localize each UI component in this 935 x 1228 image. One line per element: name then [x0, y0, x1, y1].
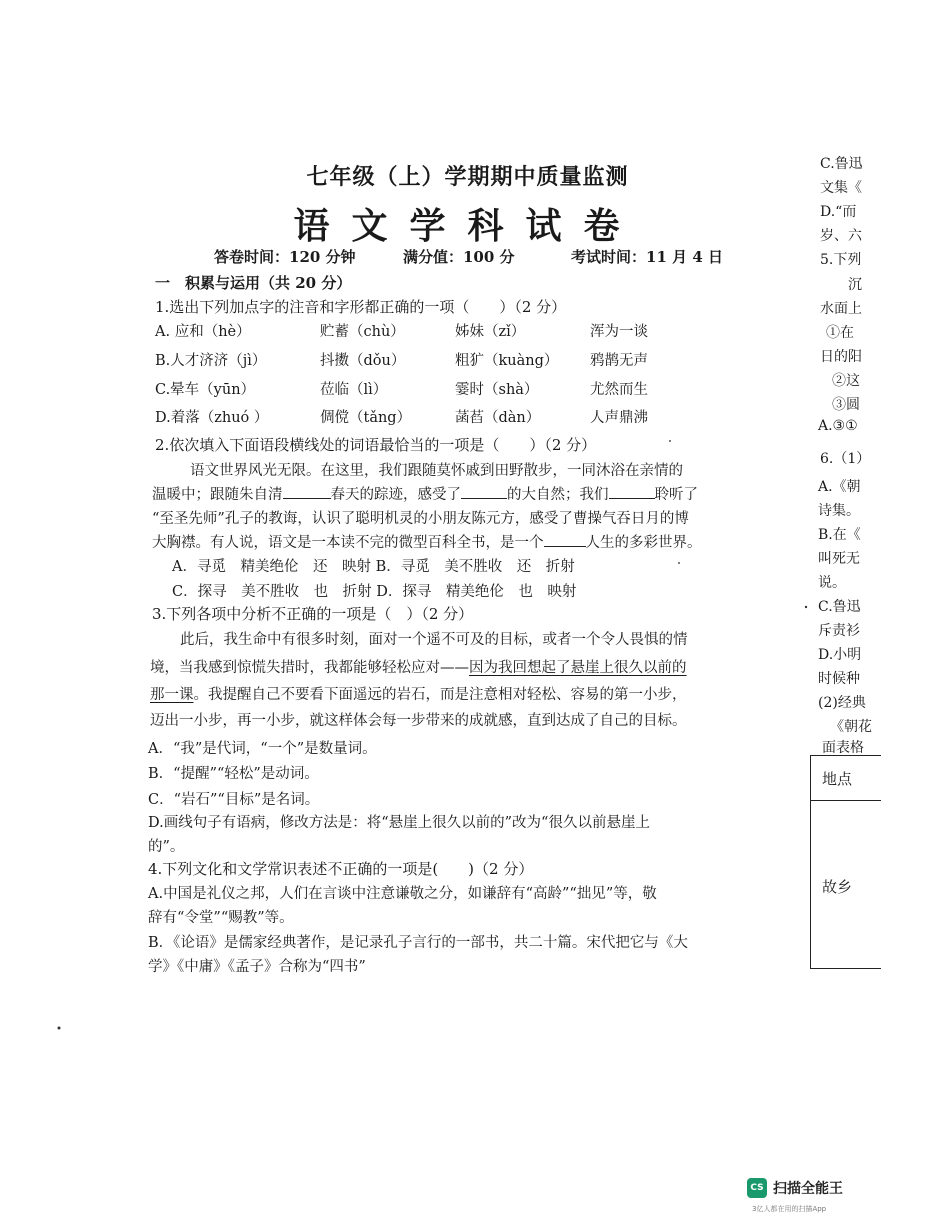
table-cell-hometown: 故乡	[822, 878, 853, 896]
q4-option-b-line-2: 学》《中庸》《孟子》合称为“四书”	[148, 959, 366, 975]
question-1-stem: 1.选出下列加点字的注音和字形都正确的一项（ ）（2 分）	[155, 298, 567, 316]
rc-line-4: 岁、六	[820, 228, 862, 244]
q3-option-b: B．“提醒”“轻松”是动词。	[148, 766, 319, 782]
question-2-stem: 2.依次填入下面语段横线处的词语最恰当的一项是（ ）（2 分）	[155, 436, 597, 454]
q1-row-c-col-4: 尤然而生	[590, 382, 648, 398]
rc-line-7: 水面上	[820, 301, 862, 317]
q1-row-d-col-1: D.着落（zhuó ）	[155, 410, 269, 426]
rc-line-25: 面表格	[822, 740, 864, 756]
q1-row-c-col-1: C.晕车（yūn）	[155, 382, 256, 398]
scanner-logo-icon: CS	[747, 1178, 767, 1198]
rc-line-2: 文集《	[820, 180, 862, 196]
scanner-watermark	[747, 1178, 843, 1198]
rc-line-9: 日的阳	[820, 349, 862, 365]
rc-line-24: 《朝花	[830, 719, 872, 735]
q1-row-d-col-2: 倜傥（tǎng）	[320, 410, 412, 426]
underlined-sentence-part-2: 那一课	[150, 687, 194, 703]
rc-line-19: C.鲁迅	[818, 599, 861, 615]
q1-row-c-col-2: 莅临（lì）	[320, 382, 388, 398]
rc-line-23: (2)经典	[818, 695, 866, 711]
q1-row-b-col-2: 抖擞（dǒu）	[320, 353, 406, 369]
q1-row-a-col-1: A. 应和（hè）	[155, 324, 251, 340]
rc-line-21: D.小明	[818, 647, 862, 663]
exam-duration: 答卷时间：120 分钟	[214, 248, 356, 266]
rc-line-14: A.《朝	[818, 479, 861, 495]
q1-row-b-col-1: B.人才济济（jì）	[155, 353, 267, 369]
rc-line-8: ①在	[826, 325, 854, 341]
q3-passage-line-1: 此后，我生命中有很多时刻，面对一个遥不可及的目标，或者一个令人畏惧的情	[180, 632, 688, 648]
q2-passage-line-2: 温暖中；跟随朱自清 春天的踪迹，感受了 的大自然；我们 聆听了	[152, 483, 698, 504]
section-title: 一 积累与运用（共 20 分）	[155, 274, 352, 292]
exam-title: 七年级（上）学期期中质量监测	[306, 164, 629, 190]
rc-line-17: 叫死无	[818, 551, 860, 567]
rc-line-3: D.“而	[820, 204, 857, 220]
q1-row-b-col-3: 粗犷（kuàng）	[455, 353, 559, 369]
q1-row-a-col-3: 姊妹（zǐ）	[455, 324, 526, 340]
scanner-tagline: 3亿人都在用的扫描App	[752, 1205, 827, 1213]
q3-option-d-line-1: D.画线句子有语病，修改方法是：将“悬崖上很久以前的”改为“很久以前悬崖上	[148, 815, 650, 831]
rc-line-10: ②这	[832, 373, 860, 389]
exam-score: 满分值：100 分	[403, 248, 515, 266]
q2-options-cd: C．探寻 美不胜收 也 折射 D．探寻 精美绝伦 也 映射	[172, 584, 577, 600]
question-4-stem: 4.下列文化和文学常识表述不正确的一项是( )（2 分）	[148, 860, 534, 878]
underlined-sentence-part-1: 因为我回想起了悬崖上很久以前的	[469, 660, 687, 676]
rc-line-13: 6.（1）	[820, 451, 871, 467]
q3-passage-line-4: 迈出一小步，再一小步，就这样体会每一步带来的成就感，直到达成了自己的目标。	[150, 713, 687, 729]
q1-row-a-col-2: 贮蓄（chù）	[320, 324, 405, 340]
rc-line-1: C.鲁迅	[820, 156, 863, 172]
q3-passage-line-2: 境，当我感到惊慌失措时，我都能够轻松应对——因为我回想起了悬崖上很久以前的	[150, 660, 687, 676]
q2-passage-line-4: 大胸襟。有人说，语文是一本读不完的微型百科全书，是一个 人生的多彩世界。	[152, 531, 702, 552]
rc-line-18: 说。	[818, 575, 846, 591]
q3-passage-line-3: 那一课。我提醒自己不要看下面遥远的岩石，而是注意相对轻松、容易的第一小步，	[150, 687, 687, 703]
q1-row-a-col-4: 浑为一谈	[590, 324, 648, 340]
rc-line-20: 斥责衫	[818, 623, 860, 639]
q3-option-d-line-2: 的”。	[148, 839, 185, 855]
q2-passage-line-3: “至圣先师”孔子的教诲，认识了聪明机灵的小朋友陈元方，感受了曹操气吞日月的博	[152, 511, 689, 527]
rc-line-11: ③圆	[832, 397, 860, 413]
q3-option-a: A．“我”是代词，“一个”是数量词。	[148, 741, 377, 757]
q3-option-c: C．“岩石”“目标”是名词。	[148, 792, 320, 808]
rc-line-5: 5.下列	[820, 252, 862, 268]
rc-line-16: B.在《	[818, 527, 861, 543]
table-header-location: 地点	[822, 770, 853, 788]
q1-row-d-col-4: 人声鼎沸	[590, 410, 648, 426]
q4-option-a-line-1: A.中国是礼仪之邦，人们在言谈中注意谦敬之分，如谦辞有“高龄”“拙见”等，敬	[148, 886, 657, 902]
q4-option-b-line-1: B．《论语》是儒家经典著作，是记录孔子言行的一部书，共二十篇。宋代把它与《大	[148, 935, 688, 951]
q2-options-ab: A．寻觅 精美绝伦 还 映射 B．寻觅 美不胜收 还 折射	[172, 559, 575, 575]
exam-date: 考试时间：11 月 4 日	[571, 248, 723, 266]
rc-line-6: 沉	[848, 277, 862, 293]
question-3-stem: 3.下列各项中分析不正确的一项是（ ）（2 分）	[152, 605, 474, 623]
q2-passage-line-1: 语文世界风光无限。在这里，我们跟随莫怀戚到田野散步，一同沐浴在亲情的	[190, 463, 683, 479]
q4-option-a-line-2: 辞有“令堂”“赐教”等。	[148, 910, 294, 926]
rc-line-15: 诗集。	[818, 503, 860, 519]
rc-line-22: 时候种	[818, 671, 860, 687]
q1-row-d-col-3: 菡萏（dàn）	[455, 410, 541, 426]
rc-line-12: A.③①	[818, 418, 858, 434]
q1-row-c-col-3: 霎时（shà）	[455, 382, 539, 398]
exam-subject: 语文学科试卷	[293, 205, 642, 247]
q1-row-b-col-4: 鸦鹊无声	[590, 353, 648, 369]
scanner-app-name: 扫描全能王	[773, 1181, 843, 1197]
